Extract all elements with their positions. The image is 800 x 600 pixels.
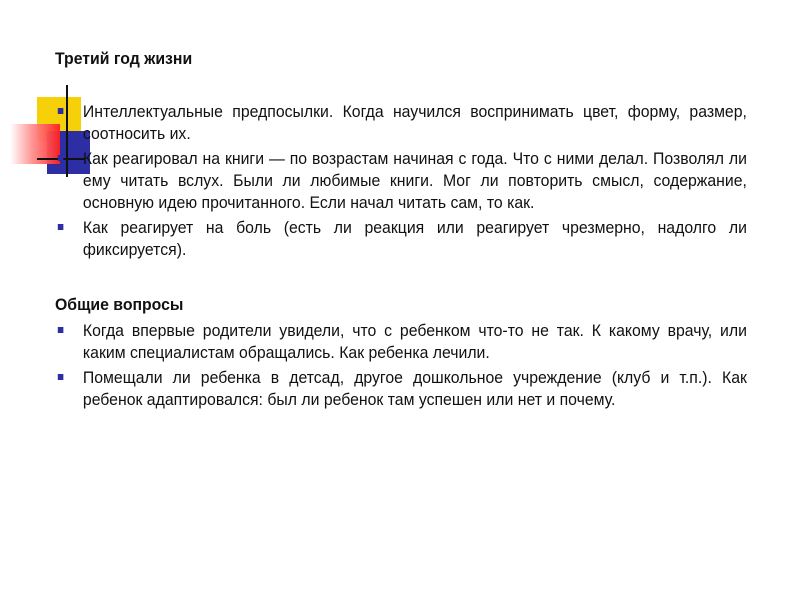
bullet-square-icon (58, 108, 64, 114)
general-questions-list (55, 320, 747, 411)
list-item-text: Помещали ли ребенка в детсад, другое дошкольное учреждение (клуб и т.п.). Как ребенок адаптировался: был ли ребенок там успешен или нет и почему. (82, 368, 747, 409)
section-title-general-questions: Общие вопросы (55, 295, 184, 314)
section-title-third-year: Третий год жизни (55, 49, 193, 68)
third-year-list (55, 101, 747, 261)
list-item-text: Когда впервые родители увидели, что с ребенком что-то не так. К какому врачу, или каким специалистам обращались. Как ребенка лечили. (82, 321, 747, 362)
list-item-text: Как реагирует на боль (есть ли реакция или реагирует чрезмерно, надолго ли фиксируется). (82, 218, 747, 259)
bullet-square-icon (58, 224, 64, 230)
list-item (55, 101, 747, 145)
list-item (55, 217, 747, 261)
bullet-square-icon (58, 327, 64, 333)
slide-content (55, 48, 747, 414)
bullet-square-icon (58, 155, 64, 161)
list-item-text: Как реагировал на книги — по возрастам начиная с года. Что с ними делал. Позволял ли ему читать вслух. Были ли любимые книги. Мог ли повторить смысл, содержание, основную идею прочитанного. Если начал читать сам, то как. (82, 149, 747, 212)
list-item (55, 367, 747, 411)
list-item (55, 148, 747, 214)
bullet-square-icon (58, 374, 64, 380)
list-item (55, 320, 747, 364)
list-item-text: Интеллектуальные предпосылки. Когда научился воспринимать цвет, форму, размер, соотносить их. (82, 102, 747, 143)
